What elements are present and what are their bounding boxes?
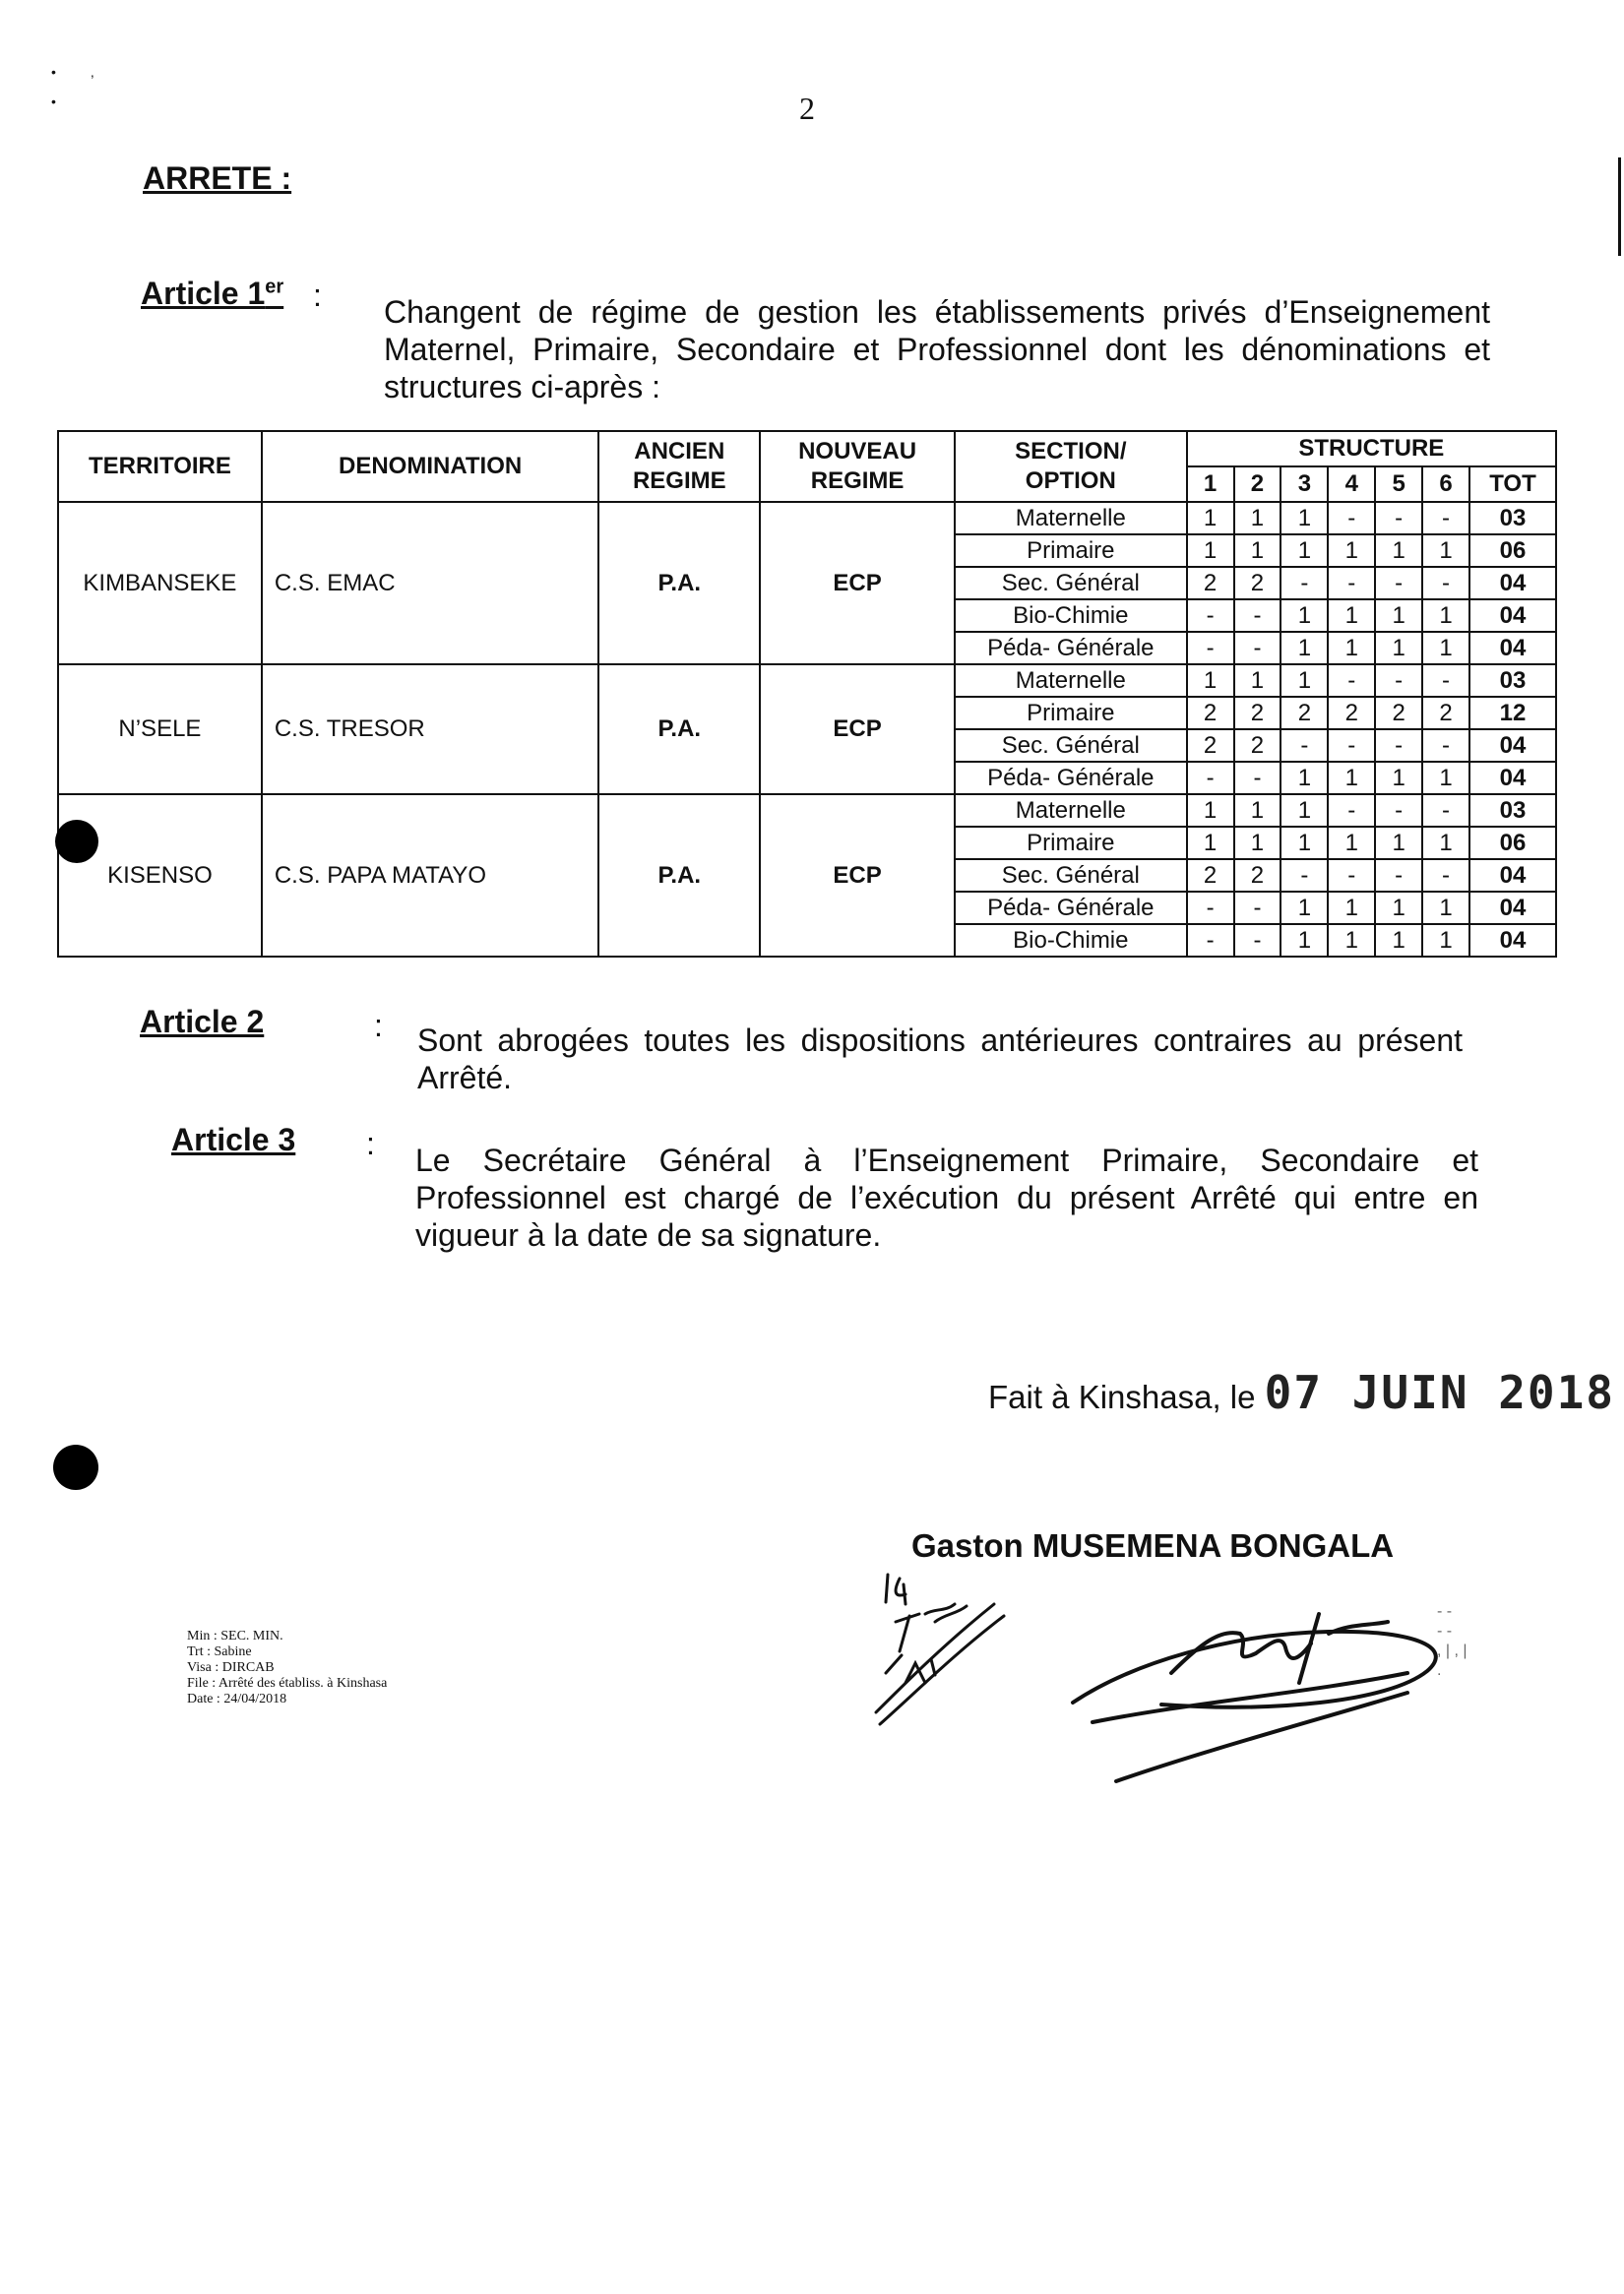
cell-value: 1 [1422,632,1469,664]
cell-value: - [1187,599,1234,632]
cell-value: 1 [1187,502,1234,534]
cell-value: - [1234,892,1281,924]
cell-total: 06 [1469,827,1556,859]
cell-option: Bio-Chimie [955,924,1187,957]
cell-total: 03 [1469,502,1556,534]
cell-value: 1 [1422,534,1469,567]
cell-value: 1 [1234,794,1281,827]
table-header-row [58,431,1556,466]
cell-value: 2 [1187,729,1234,762]
table-row [58,794,1556,827]
cell-value: - [1375,794,1422,827]
cell-value: 1 [1280,794,1328,827]
cell-value: - [1422,664,1469,697]
cell-value: 1 [1280,762,1328,794]
header-territoire: TERRITOIRE [58,431,262,502]
signatory-name: Gaston MUSEMENA BONGALA [911,1527,1395,1564]
cell-value: 2 [1234,729,1281,762]
cell-value: 1 [1375,827,1422,859]
cell-territoire: N’SELE [58,664,262,794]
cell-value: 1 [1280,827,1328,859]
cell-value: 2 [1234,697,1281,729]
cell-ancien-regime: P.A. [598,502,760,664]
cell-value: 1 [1328,924,1375,957]
cell-value: - [1422,567,1469,599]
cell-value: 2 [1375,697,1422,729]
cell-value: 1 [1234,502,1281,534]
decree-heading: ARRETE : [143,160,292,196]
document-metadata [187,1629,387,1707]
cell-total: 04 [1469,762,1556,794]
cell-value: 1 [1328,599,1375,632]
meta-line: Visa : DIRCAB [187,1660,275,1675]
article-1-text: Changent de régime de gestion les établissements privés d’Enseignement Maternel, Primaire, Secondaire et Professionnel dont les dénominations et structures ci-après : [384,294,1490,404]
header-ancien-regime [598,431,760,502]
cell-total: 04 [1469,892,1556,924]
cell-value: 1 [1187,794,1234,827]
meta-line: Min : SEC. MIN. [187,1629,283,1643]
cell-value: 1 [1187,664,1234,697]
cell-value: - [1328,794,1375,827]
cell-option: Péda- Générale [955,632,1187,664]
cell-nouveau-regime: ECP [760,664,955,794]
cell-value: 2 [1328,697,1375,729]
cell-value: - [1187,762,1234,794]
meta-line: Trt : Sabine [187,1644,252,1659]
cell-total: 03 [1469,794,1556,827]
cell-option: Maternelle [955,664,1187,697]
cell-ancien-regime: P.A. [598,664,760,794]
cell-option: Maternelle [955,794,1187,827]
date-stamp: 07 JUIN 2018 [1264,1366,1615,1419]
cell-value: - [1375,664,1422,697]
cell-value: 2 [1280,697,1328,729]
article-3-label: Article 3 [171,1122,296,1157]
cell-value: - [1234,599,1281,632]
page-number: 2 [799,91,815,126]
cell-option: Primaire [955,827,1187,859]
article-1-label-text: Article 1 [141,276,266,311]
cell-value: 1 [1280,664,1328,697]
cell-value: - [1187,924,1234,957]
cell-value: - [1422,502,1469,534]
cell-nouveau-regime: ECP [760,794,955,957]
cell-value: - [1280,729,1328,762]
cell-value: - [1280,567,1328,599]
cell-total: 04 [1469,632,1556,664]
header-denomination: DENOMINATION [262,431,599,502]
cell-total: 04 [1469,567,1556,599]
cell-value: 1 [1280,892,1328,924]
cell-value: - [1375,729,1422,762]
header-col-5: 5 [1375,466,1422,502]
cell-value: 1 [1328,632,1375,664]
header-col-tot: TOT [1469,466,1556,502]
cell-value: 1 [1422,892,1469,924]
cell-value: 1 [1328,827,1375,859]
cell-value: 1 [1280,632,1328,664]
cell-value: - [1328,859,1375,892]
cell-value: 1 [1280,534,1328,567]
cell-value: - [1328,502,1375,534]
header-col-4: 4 [1328,466,1375,502]
cell-value: 2 [1234,567,1281,599]
header-col-3: 3 [1280,466,1328,502]
cell-value: - [1280,859,1328,892]
cell-nouveau-regime: ECP [760,502,955,664]
cell-value: 1 [1328,762,1375,794]
cell-value: 1 [1187,827,1234,859]
header-ancien-regime-text: ANCIEN REGIME [632,438,726,494]
cell-total: 12 [1469,697,1556,729]
cell-denomination: C.S. EMAC [262,502,599,664]
cell-total: 04 [1469,729,1556,762]
cell-value: - [1375,502,1422,534]
cell-option: Primaire [955,534,1187,567]
cell-value: 2 [1187,859,1234,892]
cell-option: Maternelle [955,502,1187,534]
cell-option: Sec. Général [955,859,1187,892]
cell-value: - [1375,859,1422,892]
structure-table [57,430,1557,958]
header-structure: STRUCTURE [1187,431,1556,466]
cell-option: Sec. Général [955,567,1187,599]
punch-hole-mark [55,820,98,863]
cell-territoire: KIMBANSEKE [58,502,262,664]
cell-total: 03 [1469,664,1556,697]
cell-value: - [1328,567,1375,599]
article-1-colon: : [313,278,322,313]
cell-value: - [1187,632,1234,664]
header-section-option-text: SECTION/ OPTION [1015,438,1127,494]
article-3-colon: : [366,1126,375,1161]
cell-total: 04 [1469,924,1556,957]
cell-value: 1 [1375,632,1422,664]
cell-value: 1 [1280,924,1328,957]
place-date [988,1366,1615,1419]
cell-value: - [1422,794,1469,827]
place-date-text: Fait à Kinshasa, le [988,1379,1256,1415]
cell-value: 1 [1280,599,1328,632]
cell-option: Primaire [955,697,1187,729]
cell-total: 04 [1469,599,1556,632]
cell-value: 1 [1280,502,1328,534]
cell-value: 1 [1328,892,1375,924]
cell-value: 1 [1234,664,1281,697]
faint-stamp-marks: - - - - , | , | . [1437,1603,1468,1679]
cell-value: 1 [1375,924,1422,957]
cell-value: 2 [1187,567,1234,599]
article-2-text: Sont abrogées toutes les dispositions antérieures contraires au présent Arrêté. [417,1023,1463,1095]
cell-value: 1 [1422,599,1469,632]
header-col-6: 6 [1422,466,1469,502]
article-3-text: Le Secrétaire Général à l’Enseignement Primaire, Secondaire et Professionnel est chargé de l’exécution du présent Arrêté qui entre en vigueur à la date de sa signature. [415,1143,1478,1253]
header-nouveau-regime-text: NOUVEAU REGIME [798,438,917,494]
cell-value: 1 [1422,827,1469,859]
cell-value: - [1234,632,1281,664]
cell-value: 1 [1234,534,1281,567]
cell-ancien-regime: P.A. [598,794,760,957]
cell-value: 1 [1375,534,1422,567]
article-1-label-sup: er [265,276,284,298]
cell-value: - [1328,664,1375,697]
cell-option: Sec. Général [955,729,1187,762]
cell-value: 1 [1375,892,1422,924]
header-col-1: 1 [1187,466,1234,502]
table-row [58,664,1556,697]
header-nouveau-regime [760,431,955,502]
cell-value: 1 [1422,762,1469,794]
cell-value: - [1234,924,1281,957]
cell-value: - [1422,729,1469,762]
cell-territoire: KISENSO [58,794,262,957]
scan-speck-marks: • , • [51,64,94,109]
cell-value: - [1328,729,1375,762]
article-2-colon: : [374,1008,383,1043]
cell-value: 2 [1234,859,1281,892]
meta-line: Date : 24/04/2018 [187,1692,287,1706]
cell-value: - [1187,892,1234,924]
cell-value: 1 [1375,762,1422,794]
table-row [58,502,1556,534]
header-col-2: 2 [1234,466,1281,502]
cell-value: 2 [1422,697,1469,729]
handwritten-initials [866,1565,1014,1732]
cell-value: 1 [1234,827,1281,859]
cell-option: Péda- Générale [955,892,1187,924]
article-1-label [141,276,283,312]
cell-denomination: C.S. PAPA MATAYO [262,794,599,957]
header-section-option [955,431,1187,502]
cell-value: 2 [1187,697,1234,729]
cell-value: - [1375,567,1422,599]
cell-value: 1 [1187,534,1234,567]
cell-option: Péda- Générale [955,762,1187,794]
cell-denomination: C.S. TRESOR [262,664,599,794]
cell-total: 06 [1469,534,1556,567]
cell-value: - [1422,859,1469,892]
cell-value: 1 [1422,924,1469,957]
cell-value: - [1234,762,1281,794]
cell-value: 1 [1328,534,1375,567]
article-2-label: Article 2 [140,1004,265,1039]
punch-hole-mark [53,1445,98,1490]
cell-total: 04 [1469,859,1556,892]
meta-line: File : Arrêté des établiss. à Kinshasa [187,1676,388,1691]
cell-option: Bio-Chimie [955,599,1187,632]
cell-value: 1 [1375,599,1422,632]
scan-edge-line [1618,157,1621,256]
